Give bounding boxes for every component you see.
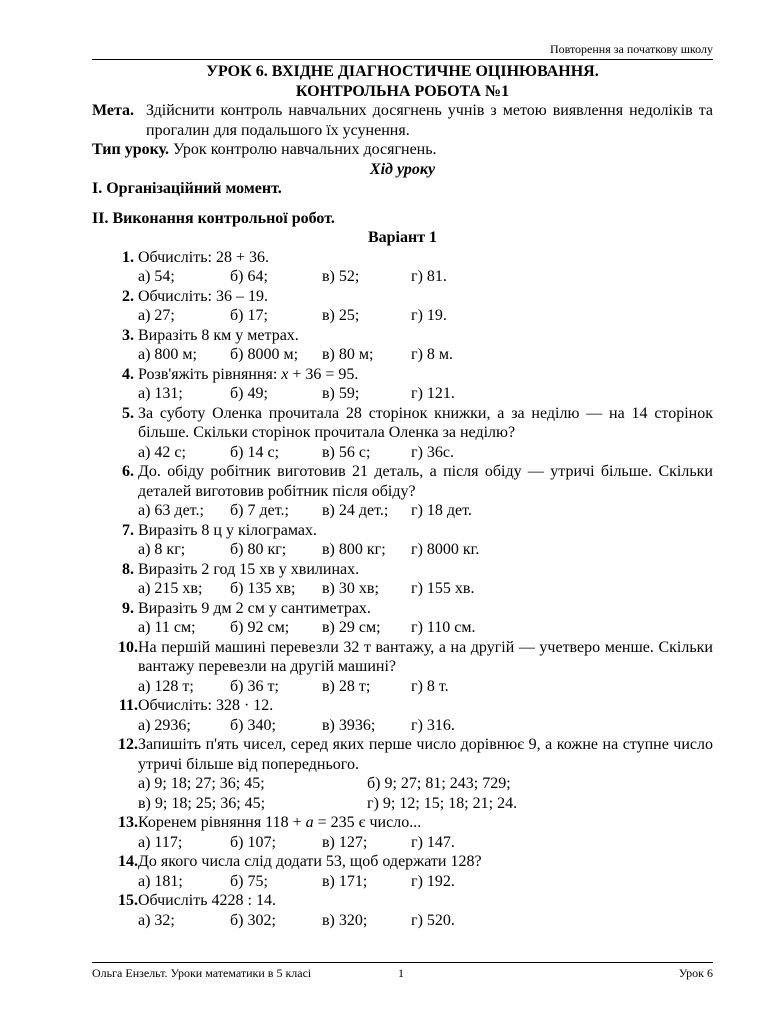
lesson-type-text: Урок контролю навчальних досягнень. bbox=[169, 141, 437, 158]
option-b: б) 8000 м; bbox=[230, 346, 299, 363]
answer-options bbox=[92, 501, 713, 521]
question-number: 6. bbox=[122, 463, 134, 480]
option-d: г) 192. bbox=[411, 872, 455, 890]
goal-block bbox=[92, 101, 713, 140]
option-a: а) 181; bbox=[138, 872, 183, 890]
question-number: 8. bbox=[122, 560, 134, 578]
lesson-flow-heading: Хід уроку bbox=[369, 160, 436, 178]
question-text: За суботу Оленка прочитала 28 сторінок книжки, а за неділю — на 14 сторінок більше. Скільки сторінок прочитала Оленка за неділю? bbox=[138, 404, 713, 441]
question-number: 15. bbox=[118, 892, 138, 909]
lesson-title-line1: УРОК 6. ВХІДНЕ ДІАГНОСТИЧНЕ ОЦІНЮВАННЯ. bbox=[206, 63, 599, 80]
section-test: II. Виконання контрольної робот. bbox=[92, 209, 335, 227]
option-a: а) 215 хв; bbox=[138, 580, 203, 597]
option-a: а) 2936; bbox=[138, 716, 191, 734]
option-c: в) 52; bbox=[322, 268, 360, 285]
question-text-part: = 235 є число... bbox=[313, 814, 422, 831]
page-content bbox=[92, 62, 713, 930]
question bbox=[92, 638, 713, 677]
question-text-part: + 36 = 95. bbox=[288, 365, 359, 383]
question bbox=[92, 696, 713, 716]
option-b: б) 49; bbox=[230, 385, 268, 402]
question bbox=[92, 813, 713, 833]
option-d: г) 18 дет. bbox=[411, 502, 472, 519]
option-d: г) 36с. bbox=[411, 443, 454, 461]
option-a: а) 117; bbox=[138, 833, 183, 851]
variant-heading: Варіант 1 bbox=[367, 229, 438, 246]
question-text bbox=[138, 365, 713, 385]
option-b: б) 64; bbox=[230, 268, 268, 285]
answer-options bbox=[92, 345, 713, 365]
question bbox=[92, 404, 713, 443]
question bbox=[92, 560, 713, 580]
section-org-moment: I. Організаційний момент. bbox=[92, 180, 282, 197]
option-a: а) 800 м; bbox=[138, 346, 197, 363]
question-text: Виразіть 9 дм 2 см у сантиметрах. bbox=[138, 599, 371, 617]
lesson-type bbox=[92, 140, 713, 160]
option-d: г) 8 м. bbox=[411, 346, 454, 363]
question bbox=[92, 852, 713, 872]
answer-options bbox=[92, 267, 713, 287]
option-c: в) 29 см; bbox=[322, 619, 381, 636]
option-b: б) 7 дет.; bbox=[230, 502, 289, 519]
option-a: а) 131; bbox=[138, 385, 183, 402]
option-d: г) 110 см. bbox=[411, 619, 476, 636]
question-number: 4. bbox=[122, 365, 134, 383]
answer-options bbox=[92, 306, 713, 326]
question-text bbox=[138, 813, 713, 833]
question-text: Обчисліть: 28 + 36. bbox=[138, 248, 269, 266]
option-b: б) 17; bbox=[230, 307, 268, 324]
answer-options bbox=[92, 579, 713, 599]
answer-options bbox=[92, 384, 713, 404]
question bbox=[92, 521, 713, 541]
option-b: б) 92 см; bbox=[230, 619, 290, 636]
option-c: в) 80 м; bbox=[322, 346, 374, 363]
answer-options bbox=[92, 618, 713, 638]
question-number: 13. bbox=[118, 814, 138, 831]
question-text: На першій машині перевезли 32 т вантажу, а на другій — учетверо менше. Скільки вантажу перевезли на другій машині? bbox=[138, 638, 713, 675]
answer-options bbox=[92, 911, 713, 931]
question bbox=[92, 365, 713, 385]
option-b: б) 80 кг; bbox=[230, 541, 287, 558]
footer-rule bbox=[92, 962, 713, 963]
answer-options bbox=[92, 677, 713, 697]
answer-options bbox=[92, 794, 713, 814]
option-c: в) 127; bbox=[322, 833, 368, 851]
question-number: 14. bbox=[118, 853, 138, 870]
question-text: Виразіть 8 км у метрах. bbox=[138, 326, 299, 344]
header-rule bbox=[92, 59, 713, 60]
question-text-part: Розв'яжіть рівняння: bbox=[138, 365, 282, 383]
question bbox=[92, 287, 713, 307]
question-text: Обчисліть 4228 : 14. bbox=[138, 892, 276, 909]
question bbox=[92, 248, 713, 268]
option-a: а) 9; 18; 27; 36; 45; bbox=[138, 775, 265, 792]
option-d: г) 121. bbox=[411, 385, 455, 402]
option-c: в) 25; bbox=[322, 307, 360, 324]
question-number: 3. bbox=[122, 326, 134, 344]
goal-label: Мета. bbox=[92, 102, 135, 119]
option-c: в) 171; bbox=[322, 872, 368, 890]
option-c: в) 320; bbox=[322, 911, 368, 929]
running-header: Повторення за початкову школу bbox=[549, 42, 713, 56]
option-d: г) 19. bbox=[411, 307, 447, 324]
question bbox=[92, 735, 713, 774]
lesson-type-label: Тип уроку. bbox=[92, 141, 169, 158]
option-c: в) 28 т; bbox=[322, 677, 371, 695]
question-text: До. обіду робітник виготовив 21 деталь, а після обіду — утричі більше. Скільки деталей виготовив робітник після обіду? bbox=[138, 463, 713, 500]
question-text: Запишіть п'ять чисел, серед яких перше число дорівнює 9, а кожне на ступне число утричі більше від попереднього. bbox=[138, 736, 713, 773]
option-d: г) 81. bbox=[411, 268, 447, 285]
question-number: 7. bbox=[122, 521, 134, 539]
question-text-part: Коренем рівняння 118 + bbox=[138, 814, 306, 831]
answer-options bbox=[92, 716, 713, 736]
question-text: До якого числа слід додати 53, щоб одержати 128? bbox=[138, 853, 482, 870]
option-a: а) 42 с; bbox=[138, 443, 186, 461]
option-b: б) 14 с; bbox=[230, 443, 280, 461]
option-b: б) 340; bbox=[230, 716, 276, 734]
question-text: Виразіть 2 год 15 хв у хвилинах. bbox=[138, 560, 360, 578]
option-c: в) 59; bbox=[322, 385, 360, 402]
question-number: 2. bbox=[122, 287, 134, 305]
question bbox=[92, 891, 713, 911]
option-c: в) 30 хв; bbox=[322, 580, 379, 597]
lesson-title-line2: КОНТРОЛЬНА РОБОТА №1 bbox=[295, 82, 510, 100]
option-c: в) 24 дет.; bbox=[322, 502, 389, 519]
question bbox=[92, 462, 713, 501]
option-b: б) 135 хв; bbox=[230, 580, 296, 597]
question-text: Виразіть 8 ц у кілограмах. bbox=[138, 521, 317, 539]
option-a: а) 63 дет.; bbox=[138, 502, 204, 519]
question-number: 10. bbox=[118, 638, 138, 656]
answer-options bbox=[92, 872, 713, 892]
answer-options bbox=[92, 443, 713, 463]
footer-author-book: Ольга Ензельт. Уроки математики в 5 класі bbox=[92, 966, 312, 980]
option-b: б) 107; bbox=[230, 833, 276, 851]
option-d: г) 155 хв. bbox=[411, 580, 475, 597]
option-d: г) 520. bbox=[411, 911, 455, 929]
option-b: б) 302; bbox=[230, 911, 276, 929]
option-c: в) 56 с; bbox=[322, 443, 371, 461]
option-d: г) 8 т. bbox=[411, 677, 449, 695]
option-c: в) 800 кг; bbox=[322, 541, 386, 558]
option-a: а) 128 т; bbox=[138, 677, 194, 695]
footer-lesson: Урок 6 bbox=[678, 966, 713, 980]
option-a: а) 8 кг; bbox=[138, 541, 186, 558]
answer-options bbox=[92, 774, 713, 794]
option-a: а) 32; bbox=[138, 911, 175, 929]
variable: а bbox=[305, 814, 314, 831]
option-d: г) 316. bbox=[411, 716, 455, 734]
option-d: г) 147. bbox=[411, 833, 455, 851]
option-c: в) 9; 18; 25; 36; 45; bbox=[138, 794, 266, 812]
variable: x bbox=[281, 365, 289, 383]
page-number: 1 bbox=[398, 966, 404, 980]
question-text: Обчисліть: 36 – 19. bbox=[138, 287, 268, 305]
option-b: б) 75; bbox=[230, 872, 268, 890]
option-a: а) 11 см; bbox=[138, 619, 196, 636]
option-b: б) 9; 27; 81; 243; 729; bbox=[367, 775, 511, 792]
option-a: а) 54; bbox=[138, 268, 175, 285]
question-number: 9. bbox=[122, 599, 134, 617]
option-d: г) 8000 кг. bbox=[411, 541, 480, 558]
question-text: Обчисліть: 328 · 12. bbox=[138, 697, 274, 714]
answer-options bbox=[92, 833, 713, 853]
question bbox=[92, 599, 713, 619]
question-number: 12. bbox=[118, 736, 138, 753]
question-number: 5. bbox=[122, 404, 134, 422]
question-number: 11. bbox=[118, 697, 138, 714]
option-a: а) 27; bbox=[138, 307, 175, 324]
question-number: 1. bbox=[122, 248, 134, 266]
answer-options bbox=[92, 540, 713, 560]
question bbox=[92, 326, 713, 346]
option-b: б) 36 т; bbox=[230, 677, 279, 695]
option-c: в) 3936; bbox=[322, 716, 376, 734]
goal-text: Здійснити контроль навчальних досягнень учнів з метою виявлення недоліків та прогалин для подальшого їх усунення. bbox=[146, 102, 713, 139]
option-d: г) 9; 12; 15; 18; 21; 24. bbox=[367, 794, 518, 812]
